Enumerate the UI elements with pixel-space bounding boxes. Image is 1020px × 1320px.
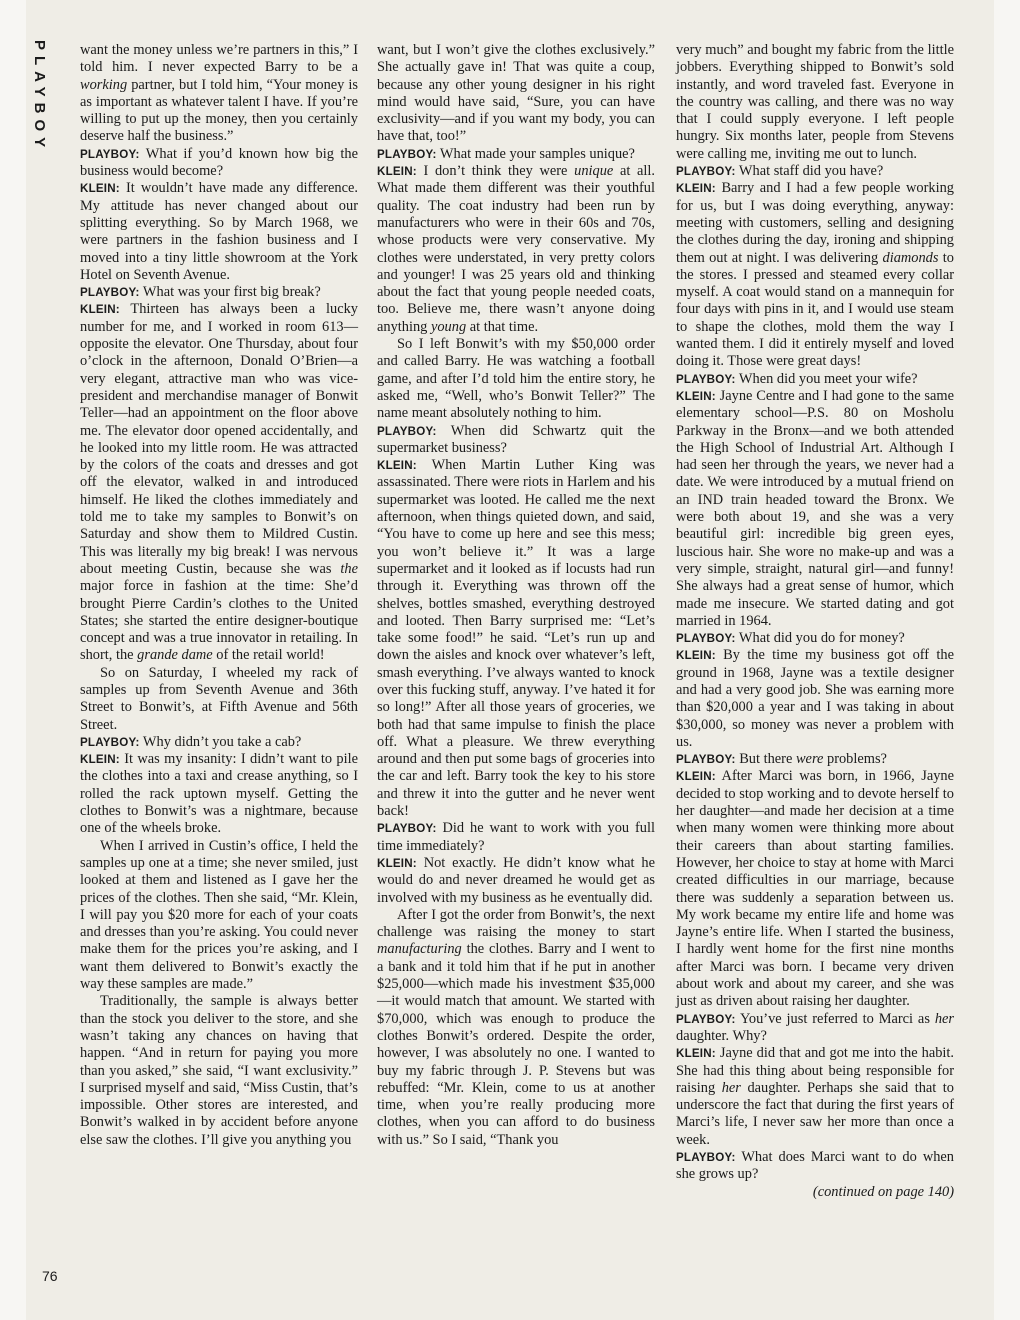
klein-answer: [80, 180, 358, 284]
interviewer-question: [676, 371, 954, 388]
italic-emphasis: diamonds: [882, 249, 939, 266]
paragraph-text: What did you do for money?: [735, 630, 905, 647]
paragraph-text: Thirteen has always been a lucky number for me, and I worked in room 613—opposite the elevator. One Thursday, about four o’clock in the afternoon, Donald O’Brien—a very elegant, attractive man who was vice-president and merchandise manager of Bonwit Teller—had an appointment on the floor above me. The elevator door opened accidentally, and he looked into my little room. He was attracted by the colors of the coats and dresses and got off the elevator, walked in and introduced himself. He liked the clothes immediately and told me to take my samples to Bonwit’s on Saturday and show them to Mildred Custin. This was literally my big break! I was nervous about meeting Custin, because she was: [80, 301, 358, 577]
paragraph-text: Did he want to work with you full time immediately?: [377, 820, 655, 854]
paragraph-text: You’ve just referred to Marci as: [735, 1010, 935, 1027]
speaker-label-klein: KLEIN:: [676, 1047, 716, 1061]
paragraph-text: Jayne did that and got me into the habit. She had this thing about being responsible for raising: [676, 1045, 954, 1096]
running-head: [30, 40, 52, 200]
klein-answer: [80, 301, 358, 664]
speaker-label-klein: KLEIN:: [377, 459, 417, 473]
italic-emphasis: young: [430, 318, 467, 335]
page-margin-right: [994, 0, 1020, 1320]
paragraph-text: When Martin Luther King was assassinated. There were riots in Harlem and his supermarket was looted. He called me the next afternoon, when things quieted down, and said, “You have to come up here and see this mess; you won’t believe it.” It was a large supermarket and it looked as if locusts had run through it. Everything was thrown off the shelves, bottles smashed, everything destroyed and looted. Then Barry surprised me: “Let’s take some food!” he said. “Let’s run up and down the aisles and knock over whatever’s left, smash everything. I’ve always wanted to knock over this fucking stuff, anyway. I’ve hated it for so long!” After all those years of groceries, we both had that same impulse to finish the place off. What a pleasure. We threw everything around and then put some bags of groceries into the car and left. Barry took the key to his store and threw it into the gutter and he never went back!: [377, 457, 655, 820]
paragraph-text: problems?: [823, 751, 887, 768]
italic-emphasis: the: [340, 560, 358, 577]
paragraph-text: Traditionally, the sample is always better than the stock you deliver to the store, and she wasn’t taking any chances on having that happen. “And in return for paying you more than you asked,” she said, “I want exclusivity.” I surprised myself and said, “Miss Custin, that’s impossible. Other stores are interested, and Bonwit’s walked in by accident before anyone else saw the clothes. I’ll give you anything you: [80, 993, 358, 1148]
speaker-label-klein: KLEIN:: [676, 182, 716, 196]
running-head-text: PLAYBOY: [31, 40, 48, 154]
klein-answer: [377, 457, 655, 820]
paragraph-text: By the time my business got off the ground in 1968, Jayne was a textile designer and had a very good job. She was earning more than $20,000 a year and I was taking in about $30,000, so money was never a problem with us.: [676, 647, 954, 750]
interviewer-question: [80, 146, 358, 181]
interviewer-question: [676, 630, 954, 647]
italic-emphasis: were: [795, 751, 824, 768]
paragraph-text: Barry and I had a few people working for us, but I was doing everything, anyway: meeting with customers, selling and designing the clothes during the day, ironing and shipping them out at night. I was delivering: [676, 180, 954, 266]
paragraph-text: want the money unless we’re partners in this,” I told him. I never expected Barry to be a: [80, 42, 358, 76]
speaker-label-playboy: PLAYBOY:: [377, 822, 437, 836]
paragraph-text: After I got the order from Bonwit’s, the next challenge was raising the money to start: [377, 906, 655, 941]
speaker-label-klein: KLEIN:: [377, 165, 417, 179]
paragraph-text: want, but I won’t give the clothes exclusively.” She actually gave in! That was quite a coup, because any other young designer in his right mind would have said, “Sure, you can have exclusivity—and if you want my body, you can have that, too!”: [377, 42, 655, 145]
paragraph-text: Jayne Centre and I had gone to the same elementary school—P.S. 80 on Mosholu Parkway in the Bronx—and we both attended the High School of Industrial Art. Although I had seen her through the years, we never had a date. We were introduced by a mutual friend on an IND train headed toward the Bronx. We were both about 19, and she was a very beautiful girl: incredible big green eyes, luscious hair. She wore no make-up and was a very simple, straight, natural girl—and funny! She always had a great sense of humor, which made me insecure. We started dating and got married in 1964.: [676, 387, 954, 629]
body-paragraph: [676, 42, 954, 163]
paragraph-text: I don’t think they were: [416, 163, 575, 180]
paragraph-text: It was my insanity: I didn’t want to pile the clothes into a taxi and crease anything, so I rolled the rack uptown myself. Getting the clothes to Bonwit’s was a nightmare, because one of the wheels broke.: [80, 751, 358, 837]
speaker-label-klein: KLEIN:: [676, 649, 716, 663]
paragraph-text: daughter. Perhaps she said that to underscore the fact that during the first years of Marci’s life, I never saw her more than once a week.: [676, 1079, 955, 1148]
paragraph-text: But there: [735, 751, 796, 768]
interviewer-question: [676, 1149, 954, 1184]
paragraph-text: What does Marci want to do when she grows up?: [676, 1149, 954, 1183]
body-paragraph: [80, 993, 358, 1149]
paragraph-text: to the stores. I pressed and steamed every collar myself. A coat would stand on a mannequin for four days with pins in it, and I would use steam to shape the clothes, mold them the way I wanted them. I did it entirely myself and loved doing it. Those were great days!: [676, 249, 954, 370]
interviewer-question: [676, 1011, 954, 1046]
paragraph-text: partner, but I told him, “Your money is as important as whatever talent I have. If you’re willing to put up the money, then you certainly deserve half the business.”: [80, 76, 358, 145]
speaker-label-playboy: PLAYBOY:: [377, 147, 437, 161]
italic-emphasis: grande dame: [137, 647, 213, 664]
italic-emphasis: unique: [574, 163, 614, 180]
paragraph-text: What if you’d known how big the business would become?: [80, 145, 358, 180]
body-paragraph: [377, 42, 655, 146]
paragraph-text: When I arrived in Custin’s office, I held the samples up one at a time; she never smiled, just looked at them and listened as I gave her the prices of the clothes. Then she said, “Mr. Klein, I will pay you $20 more for each of your coats and dresses than you’re asking. You could never make them for the prices you’re asking, and I want them delivered to Bonwit’s exactly the way these samples are made.”: [80, 837, 358, 993]
italic-emphasis: working: [80, 76, 128, 93]
paragraph-text: So on Saturday, I wheeled my rack of samples up from Seventh Avenue and 36th Street to Bonwit’s, at Fifth Avenue and 56th Street.: [80, 664, 358, 733]
body-paragraph: [80, 42, 358, 146]
klein-answer: [676, 388, 954, 630]
paragraph-text: When did you meet your wife?: [735, 370, 918, 387]
body-paragraph: [80, 838, 358, 994]
text-column-1: [80, 42, 358, 1149]
paragraph-text: Why didn’t you take a cab?: [139, 733, 302, 750]
paragraph-text: What was your first big break?: [139, 284, 321, 301]
speaker-label-klein: KLEIN:: [676, 770, 716, 784]
speaker-label-playboy: PLAYBOY:: [676, 753, 736, 767]
speaker-label-klein: KLEIN:: [80, 753, 120, 767]
speaker-label-klein: KLEIN:: [676, 389, 716, 403]
speaker-label-klein: KLEIN:: [80, 303, 120, 317]
paragraph-text: of the retail world!: [212, 647, 325, 664]
paragraph-text: After Marci was born, in 1966, Jayne decided to stop working and to devote herself to her daughter—and made her decision at a time when many women were thinking more about their careers than about starting families. However, her choice to stay at home with Marci created difficulties in our marriage, because there was suddenly a separation between us. My work became my entire life and home was Jayne’s entire life. When I started the business, I hardly went home for the first nine months after Marci was born. I became very driven about work and about my career, and she was just as driven about raising her daughter.: [676, 768, 954, 1010]
paragraph-text: When did Schwartz quit the supermarket business?: [377, 422, 655, 456]
continued-notice: (continued on page 140): [812, 1183, 954, 1200]
paragraph-text: the clothes. Barry and I went to a bank and it told him that if he put in another $25,000—which made his investment $35,000—it would match that amount. We started with $70,000, which was enough to produce the clothes Bonwit’s ordered. Despite the order, however, I was absolutely no one. I wanted to buy my fabric through J. P. Stevens but was rebuffed: “Mr. Klein, come to us at another time, when you’re really producing more clothes, when you can afford to do business with us.” So I said, “Thank you: [377, 941, 655, 1148]
body-paragraph: [377, 907, 655, 1149]
paragraph-text: at that time.: [466, 318, 539, 335]
page-number: 76: [42, 1268, 58, 1284]
body-paragraph: [80, 665, 358, 734]
speaker-label-klein: KLEIN:: [80, 182, 120, 196]
speaker-label-klein: KLEIN:: [377, 856, 417, 870]
klein-answer: [80, 751, 358, 837]
text-column-2: [377, 42, 655, 1149]
paragraph-text: So I left Bonwit’s with my $50,000 order and called Barry. He was watching a football game, and after I’d told him the entire story, he asked me, “Well, who’s Bonwit Teller?” The name meant absolutely nothing to him.: [377, 336, 655, 422]
klein-answer: [377, 163, 655, 336]
paragraph-text: It wouldn’t have made any difference. My attitude has never changed about our splitting everything. So by March 1968, we were partners in the fashion business and I moved into a tiny little showroom at the York Hotel on Seventh Avenue.: [80, 180, 358, 283]
speaker-label-playboy: PLAYBOY:: [80, 147, 140, 161]
interviewer-question: [377, 820, 655, 855]
italic-emphasis: her: [934, 1010, 954, 1027]
paragraph-text: What made your samples unique?: [436, 145, 635, 162]
interviewer-question: [676, 163, 954, 180]
body-paragraph: [377, 336, 655, 422]
klein-answer: [676, 180, 954, 370]
paragraph-text: What staff did you have?: [735, 163, 884, 180]
speaker-label-playboy: PLAYBOY:: [676, 632, 736, 646]
speaker-label-playboy: PLAYBOY:: [377, 424, 437, 438]
speaker-label-playboy: PLAYBOY:: [676, 372, 736, 386]
interviewer-question: [80, 284, 358, 301]
interviewer-question: [676, 751, 954, 768]
speaker-label-playboy: PLAYBOY:: [676, 1012, 736, 1026]
paragraph-text: Not exactly. He didn’t know what he would do and never dreamed he would get as involved with my business as he eventually did.: [377, 854, 655, 906]
klein-answer: [676, 1045, 954, 1149]
italic-emphasis: her: [721, 1079, 741, 1096]
speaker-label-playboy: PLAYBOY:: [676, 1151, 736, 1164]
paragraph-text: major force in fashion at the time: She’d brought Pierre Cardin’s clothes to the United States; she started the entire designer-boutique concept and was a true innovator in retailing. In short, the: [80, 578, 358, 664]
klein-answer: [676, 647, 954, 751]
paragraph-text: at all. What made them different was their youthful quality. The coat industry had been run by manufacturers who were in their 60s and 70s, whose products were very conservative. My clothes were understated, in very pretty colors and younger! I was 25 years old and thinking about the fact that young people needed coats, too. Believe me, there wasn’t anyone doing anything: [377, 163, 656, 335]
page-margin-left: [0, 0, 26, 1320]
interviewer-question: [377, 423, 655, 458]
speaker-label-playboy: PLAYBOY:: [80, 735, 140, 749]
text-column-3: [676, 42, 954, 1201]
paragraph-text: very much” and bought my fabric from the little jobbers. Everything shipped to Bonwit’s sold instantly, and word traveled fast. Everyone in the country was calling, and there was no way that I could supply everyone. I left people hungry. Six months later, people from Stevens were calling me, inviting me out to lunch.: [676, 42, 954, 162]
speaker-label-playboy: PLAYBOY:: [676, 165, 736, 179]
klein-answer: [676, 768, 954, 1010]
interviewer-question: [377, 146, 655, 163]
paragraph-text: daughter. Why?: [676, 1027, 767, 1044]
interviewer-question: [80, 734, 358, 751]
klein-answer: [377, 855, 655, 907]
speaker-label-playboy: PLAYBOY:: [80, 286, 140, 300]
italic-emphasis: manufacturing: [377, 941, 462, 958]
